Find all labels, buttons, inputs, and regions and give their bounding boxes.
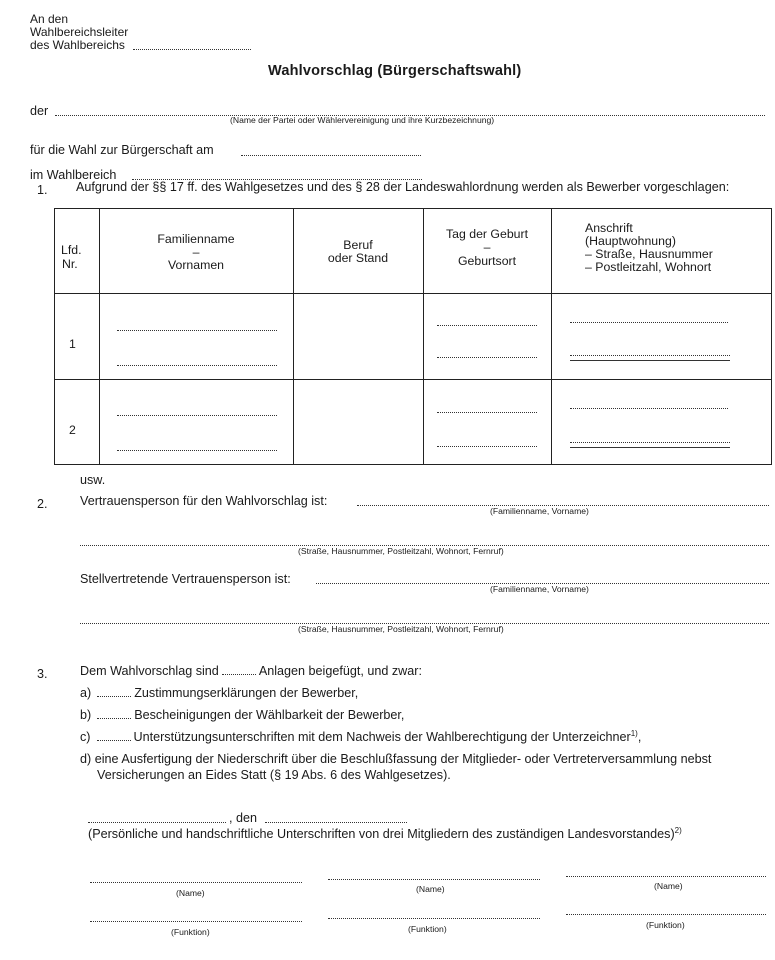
item-b — [80, 708, 404, 723]
item-c — [80, 730, 641, 745]
item-d-line2: Versicherungen an Eides Statt (§ 19 Abs. 6 des Wahlgesetzes). — [97, 768, 451, 782]
signature-name-line-1[interactable] — [90, 882, 302, 883]
row2-plz-underline — [570, 447, 730, 448]
stellvertretende-label: Stellvertretende Vertrauensperson ist: — [80, 572, 291, 586]
row1-vornamen-line[interactable] — [117, 365, 277, 366]
row1-plz-line[interactable] — [570, 355, 730, 356]
wahl-date-line[interactable] — [241, 155, 421, 156]
address-line-2: Wahlbereichsleiter — [30, 25, 129, 39]
item-b-text: Bescheinigungen der Wählbarkeit der Bewerber, — [134, 708, 405, 722]
section-3-intro — [80, 664, 422, 679]
item-a-text: Zustimmungserklärungen der Bewerber, — [134, 686, 359, 700]
vertrauensperson-name-caption: (Familienname, Vorname) — [490, 506, 589, 516]
signature-name-caption-1: (Name) — [176, 888, 205, 898]
item-a-count-line[interactable] — [97, 696, 131, 697]
col-geburtsort: Geburtsort — [457, 254, 517, 268]
col-strasse: – Straße, Hausnummer — [585, 247, 713, 261]
row1-geburt-line[interactable] — [437, 325, 537, 326]
col-familienname: Familienname — [157, 232, 235, 246]
signature-funktion-caption-3: (Funktion) — [646, 920, 685, 930]
section-3-intro-b: Anlagen beigefügt, und zwar: — [258, 664, 422, 678]
signature-funktion-line-2[interactable] — [328, 918, 540, 919]
section-3-intro-a: Dem Wahlvorschlag sind — [80, 664, 219, 678]
signature-name-caption-3: (Name) — [654, 881, 683, 891]
stellvertretende-address-caption: (Straße, Hausnummer, Postleitzahl, Wohnort, Fernruf) — [298, 624, 504, 634]
row-number-1: 1 — [69, 337, 76, 351]
col-hauptwohnung: (Hauptwohnung) — [585, 234, 676, 248]
address-line-3: des Wahlbereichs — [30, 38, 125, 52]
form-title: Wahlvorschlag (Bürgerschaftswahl) — [268, 63, 522, 79]
col-beruf: Beruf — [343, 238, 373, 252]
row-number-2: 2 — [69, 423, 76, 437]
signature-note — [88, 827, 682, 842]
item-c-marker: c) — [80, 730, 91, 744]
row2-familienname-line[interactable] — [117, 415, 277, 416]
col-stand: oder Stand — [327, 251, 389, 265]
item-a-marker: a) — [80, 686, 92, 700]
col-geburt: Tag der Geburt — [445, 227, 529, 241]
signature-note-text: (Persönliche und handschriftliche Unterschriften von drei Mitgliedern des zuständigen Landesvorstandes) — [88, 827, 675, 841]
col-anschrift: Anschrift — [585, 221, 633, 235]
item-d-text: eine Ausfertigung der Niederschrift über die Beschlußfassung der Mitglieder- oder Vertreterversammlung nebst — [94, 752, 712, 766]
row1-plz-underline — [570, 360, 730, 361]
signature-name-line-3[interactable] — [566, 876, 766, 877]
item-b-count-line[interactable] — [97, 718, 131, 719]
signature-name-line-2[interactable] — [328, 879, 540, 880]
section-1-text: Aufgrund der §§ 17 ff. des Wahlgesetzes und des § 28 der Landeswahlordnung werden als Bewerber vorgeschlagen: — [76, 180, 730, 194]
col-geburt-dash: – — [483, 240, 491, 254]
col-name-dash: – — [192, 245, 200, 259]
vertrauensperson-label: Vertrauensperson für den Wahlvorschlag ist: — [80, 494, 328, 508]
item-c-comma: , — [637, 730, 642, 744]
item-c-footnote-marker: 1) — [630, 728, 638, 738]
wahl-am-label: für die Wahl zur Bürgerschaft am — [30, 143, 214, 157]
row2-vornamen-line[interactable] — [117, 450, 277, 451]
section-1-number: 1. — [37, 183, 48, 197]
der-label: der — [30, 104, 49, 118]
row2-strasse-line[interactable] — [570, 408, 728, 409]
item-a — [80, 686, 358, 701]
signature-name-caption-2: (Name) — [416, 884, 445, 894]
row1-strasse-line[interactable] — [570, 322, 728, 323]
item-c-count-line[interactable] — [97, 740, 131, 741]
row2-plz-line[interactable] — [570, 442, 730, 443]
col-vornamen: Vornamen — [167, 258, 225, 272]
wahlbereich-fill-line[interactable] — [133, 49, 251, 50]
row1-geburtsort-line[interactable] — [437, 357, 537, 358]
col-plz-wohnort: – Postleitzahl, Wohnort — [585, 260, 712, 274]
section-3-number: 3. — [37, 667, 48, 681]
usw-label: usw. — [80, 473, 106, 487]
signature-note-footnote: 2) — [674, 825, 682, 835]
address-line-1: An den — [30, 12, 69, 26]
stellvertretende-name-caption: (Familienname, Vorname) — [490, 584, 589, 594]
signature-funktion-caption-1: (Funktion) — [171, 927, 210, 937]
signature-funktion-line-1[interactable] — [90, 921, 302, 922]
place-line[interactable] — [88, 822, 226, 823]
signature-funktion-caption-2: (Funktion) — [408, 924, 447, 934]
item-d — [80, 752, 711, 767]
item-d-marker: d) — [80, 752, 92, 766]
vertrauensperson-address-caption: (Straße, Hausnummer, Postleitzahl, Wohnort, Fernruf) — [298, 546, 504, 556]
date-line[interactable] — [265, 822, 407, 823]
den-label: , den — [229, 811, 258, 825]
row1-familienname-line[interactable] — [117, 330, 277, 331]
candidates-table — [54, 208, 772, 465]
col-nr: Nr. — [62, 257, 78, 271]
section-2-number: 2. — [37, 497, 48, 511]
row2-geburtsort-line[interactable] — [437, 446, 537, 447]
party-name-caption: (Name der Partei oder Wählervereinigung und ihre Kurzbezeichnung) — [230, 115, 495, 125]
anlagen-count-line[interactable] — [222, 674, 256, 675]
row2-geburt-line[interactable] — [437, 412, 537, 413]
wahlbereich-label: im Wahlbereich — [30, 168, 117, 182]
col-lfd: Lfd. — [61, 243, 82, 257]
item-c-text: Unterstützungsunterschriften mit dem Nachweis der Wahlberechtigung der Unterzeichner — [133, 730, 631, 744]
signature-funktion-line-3[interactable] — [566, 914, 766, 915]
item-b-marker: b) — [80, 708, 92, 722]
